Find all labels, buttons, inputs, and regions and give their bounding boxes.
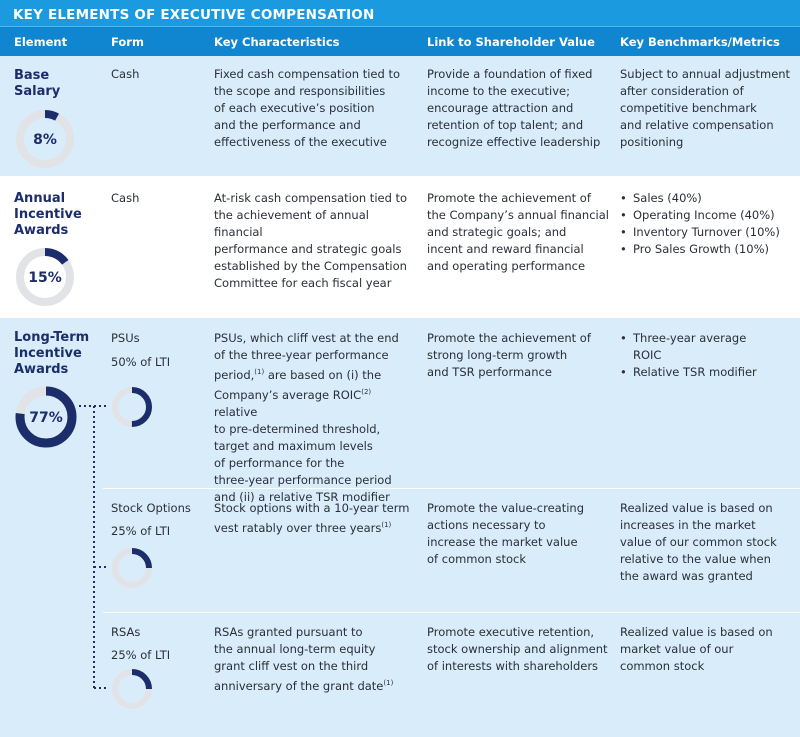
form-cell-rsa: RSAs bbox=[111, 625, 141, 639]
element-label: Base Salary bbox=[14, 68, 61, 99]
benchmark-item: • Inventory Turnover (10%) bbox=[620, 224, 795, 241]
benchmark-item: • Relative TSR modifier bbox=[620, 364, 760, 381]
key-characteristics-cell: At-risk cash compensation tied to the achievement of annual financial performance and strategic goals established by the Compensation Committee for each fiscal year bbox=[214, 191, 408, 290]
benchmarks-cell bbox=[620, 190, 795, 258]
header-benchmarks: Key Benchmarks/Metrics bbox=[620, 35, 780, 49]
benchmark-item: • Operating Income (40%) bbox=[620, 207, 795, 224]
base-salary-donut bbox=[14, 108, 76, 170]
psu-share-label: 50% of LTI bbox=[111, 355, 171, 369]
dotted-connector bbox=[0, 318, 120, 737]
title-bar bbox=[0, 0, 800, 26]
row-annual-incentive bbox=[0, 176, 800, 318]
benchmarks-cell: Subject to annual adjustment after consideration of competitive benchmark and relative compensation positioning bbox=[620, 67, 791, 149]
header-form: Form bbox=[111, 35, 144, 49]
link-shareholder-cell: Provide a foundation of fixed income to the executive; encourage attraction and retention of top talent; and recognize effective leadership bbox=[427, 67, 601, 149]
options-donut bbox=[110, 546, 154, 590]
key-characteristics-cell-options: Stock options with a 10-year term vest ratably over three years$^{(1)}$ bbox=[214, 501, 410, 535]
row-separator bbox=[103, 612, 800, 613]
header-element: Element bbox=[14, 35, 68, 49]
row-long-term-incentive bbox=[0, 318, 800, 737]
annual-incentive-donut bbox=[14, 246, 76, 308]
benchmark-item: • Three-year average ROIC bbox=[620, 330, 760, 364]
element-label: Long-Term Incentive Awards bbox=[14, 330, 90, 377]
rsa-donut bbox=[110, 667, 154, 711]
link-shareholder-cell-psu: Promote the achievement of strong long-term growth and TSR performance bbox=[427, 331, 591, 379]
form-cell-options: Stock Options bbox=[111, 501, 191, 515]
benchmarks-cell-rsa: Realized value is based on market value of our common stock bbox=[620, 625, 773, 673]
form-cell: Cash bbox=[111, 191, 140, 205]
header-key-characteristics: Key Characteristics bbox=[214, 35, 340, 49]
column-header-bar bbox=[0, 26, 800, 56]
donut-percent-label: 15% bbox=[28, 270, 62, 286]
key-characteristics-cell-rsa: RSAs granted pursuant to the annual long-term equity grant cliff vest on the third anniversary of the grant date$^{(1)}$ bbox=[214, 625, 394, 693]
form-cell-psu: PSUs bbox=[111, 331, 140, 345]
donut-percent-label: 77% bbox=[29, 410, 63, 426]
key-characteristics-cell-psu: PSUs, which cliff vest at the end of the three-year performance period,$^{(1)}$ are based on (i) the Company’s average ROIC$^{(2)}$ relative to pre-determined threshold, target and maximum levels of performance for the three-year performance period and (ii) a relative TSR modifier bbox=[214, 331, 399, 504]
link-shareholder-cell-options: Promote the value-creating actions necessary to increase the market value of common stock bbox=[427, 501, 585, 566]
key-characteristics-cell: Fixed cash compensation tied to the scope and responsibilities of each executive’s position and the performance and effectiveness of the executive bbox=[214, 67, 400, 149]
rsa-share-label: 25% of LTI bbox=[111, 648, 171, 662]
donut-percent-label: 8% bbox=[33, 132, 57, 148]
page-title: KEY ELEMENTS OF EXECUTIVE COMPENSATION bbox=[13, 7, 375, 23]
benchmarks-cell-options: Realized value is based on increases in the market value of our common stock relative to the value when the award was granted bbox=[620, 501, 777, 583]
benchmark-item: • Pro Sales Growth (10%) bbox=[620, 241, 795, 258]
benchmarks-cell-psu bbox=[620, 330, 760, 381]
row-base-salary bbox=[0, 56, 800, 176]
options-share-label: 25% of LTI bbox=[111, 524, 171, 538]
link-shareholder-cell-rsa: Promote executive retention, stock ownership and alignment of interests with shareholders bbox=[427, 625, 608, 673]
header-link-shareholder-value: Link to Shareholder Value bbox=[427, 35, 595, 49]
benchmark-item: • Sales (40%) bbox=[620, 190, 795, 207]
psu-donut bbox=[110, 385, 154, 429]
link-shareholder-cell: Promote the achievement of the Company’s annual financial and strategic goals; and incent and reward financial and operating performance bbox=[427, 191, 609, 273]
form-cell: Cash bbox=[111, 67, 140, 81]
element-label: Annual Incentive Awards bbox=[14, 191, 82, 238]
row-separator bbox=[103, 488, 800, 489]
